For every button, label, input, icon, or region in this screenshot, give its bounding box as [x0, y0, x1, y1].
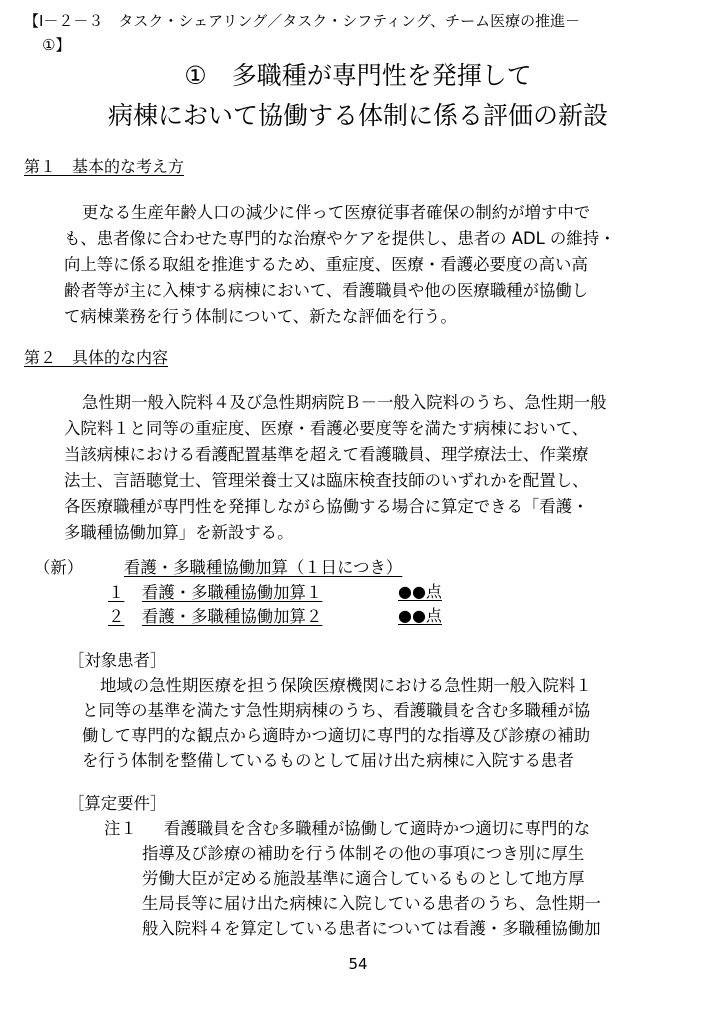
section2-heading: 第２ 具体的な内容: [24, 348, 169, 367]
section2-line: 法士、言語聴覚士、管理栄養士又は臨床検査技師のいずれかを配置し、: [64, 471, 589, 490]
target-line: 地域の急性期医療を担う保険医療機関における急性期一般入院料１: [100, 676, 592, 695]
item-points: ●●点: [398, 582, 442, 601]
item-label: 看護・多職種協働加算２: [142, 607, 323, 626]
requirements-line: 看護職員を含む多職種が協働して適時かつ適切に専門的な: [164, 819, 591, 838]
section1-line: 更なる生産年齢人口の減少に伴って医療従事者確保の制約が増す中で: [82, 203, 591, 222]
requirements-line: 労働大臣が定める施設基準に適合しているものとして地方厚: [142, 869, 585, 888]
item-number: ２: [108, 607, 125, 626]
new-item-name: 看護・多職種協働加算（１日につき）: [124, 558, 403, 577]
section1-heading: 第１ 基本的な考え方: [24, 157, 185, 176]
section-reference: 【Ⅰ－２－３ タスク・シェアリング／タスク・シフティング、チーム医療の推進－: [24, 12, 581, 30]
target-line: を行う体制を整備しているものとして届け出た病棟に入院する患者: [82, 751, 574, 770]
section1-line: 齢者等が主に入棟する病棟において、看護職員や他の医療職種が協働し: [64, 281, 589, 300]
item-number: １: [108, 583, 125, 602]
note-label: 注１: [104, 819, 137, 838]
requirements-line: 生局長等に届け出た病棟に入院している患者のうち、急性期一: [142, 894, 601, 913]
page-title-line2: 病棟において協働する体制に係る評価の新設: [107, 101, 608, 130]
requirements-line: 指導及び診療の補助を行う体制その他の事項につき別に厚生: [142, 844, 585, 863]
section2-line: 入院料１と同等の重症度、医療・看護必要度等を満たす病棟において、: [64, 419, 589, 438]
target-line: 働して専門的な観点から適時かつ適切に専門的な指導及び診療の補助: [82, 726, 591, 745]
page-title-line1: ① 多職種が専門性を発揮して: [184, 61, 532, 90]
target-heading: ［対象患者］: [68, 651, 167, 670]
requirements-heading: ［算定要件］: [68, 794, 167, 813]
section2-line: 当該病棟における看護配置基準を超えて看護職員、理学療法士、作業療: [64, 445, 589, 464]
section1-line: 向上等に係る取組を推進するため、重症度、医療・看護必要度の高い高: [64, 255, 588, 274]
section2-line: 急性期一般入院料４及び急性期病院Ｂ－一般入院料のうち、急性期一般: [82, 393, 607, 412]
requirements-line: 般入院料４を算定している患者については看護・多職種協働加: [142, 919, 601, 938]
section2-line: 各医療職種が専門性を発揮しながら協働する場合に算定できる「看護・: [64, 497, 589, 516]
item-points: ●●点: [398, 606, 442, 625]
section-reference-cont: ①】: [42, 36, 71, 54]
target-line: と同等の基準を満たす急性期病棟のうち、看護職員を含む多職種が協: [82, 701, 591, 720]
section1-line: て病棟業務を行う体制について、新たな評価を行う。: [64, 307, 457, 326]
item-label: 看護・多職種協働加算１: [142, 583, 323, 602]
new-tag: （新）: [34, 558, 84, 577]
section2-line: 多職種協働加算」を新設する。: [64, 523, 294, 542]
page-number: 54: [348, 955, 368, 973]
section1-line: も、患者像に合わせた専門的な治療やケアを提供し、患者の ADL の維持・: [64, 229, 616, 248]
